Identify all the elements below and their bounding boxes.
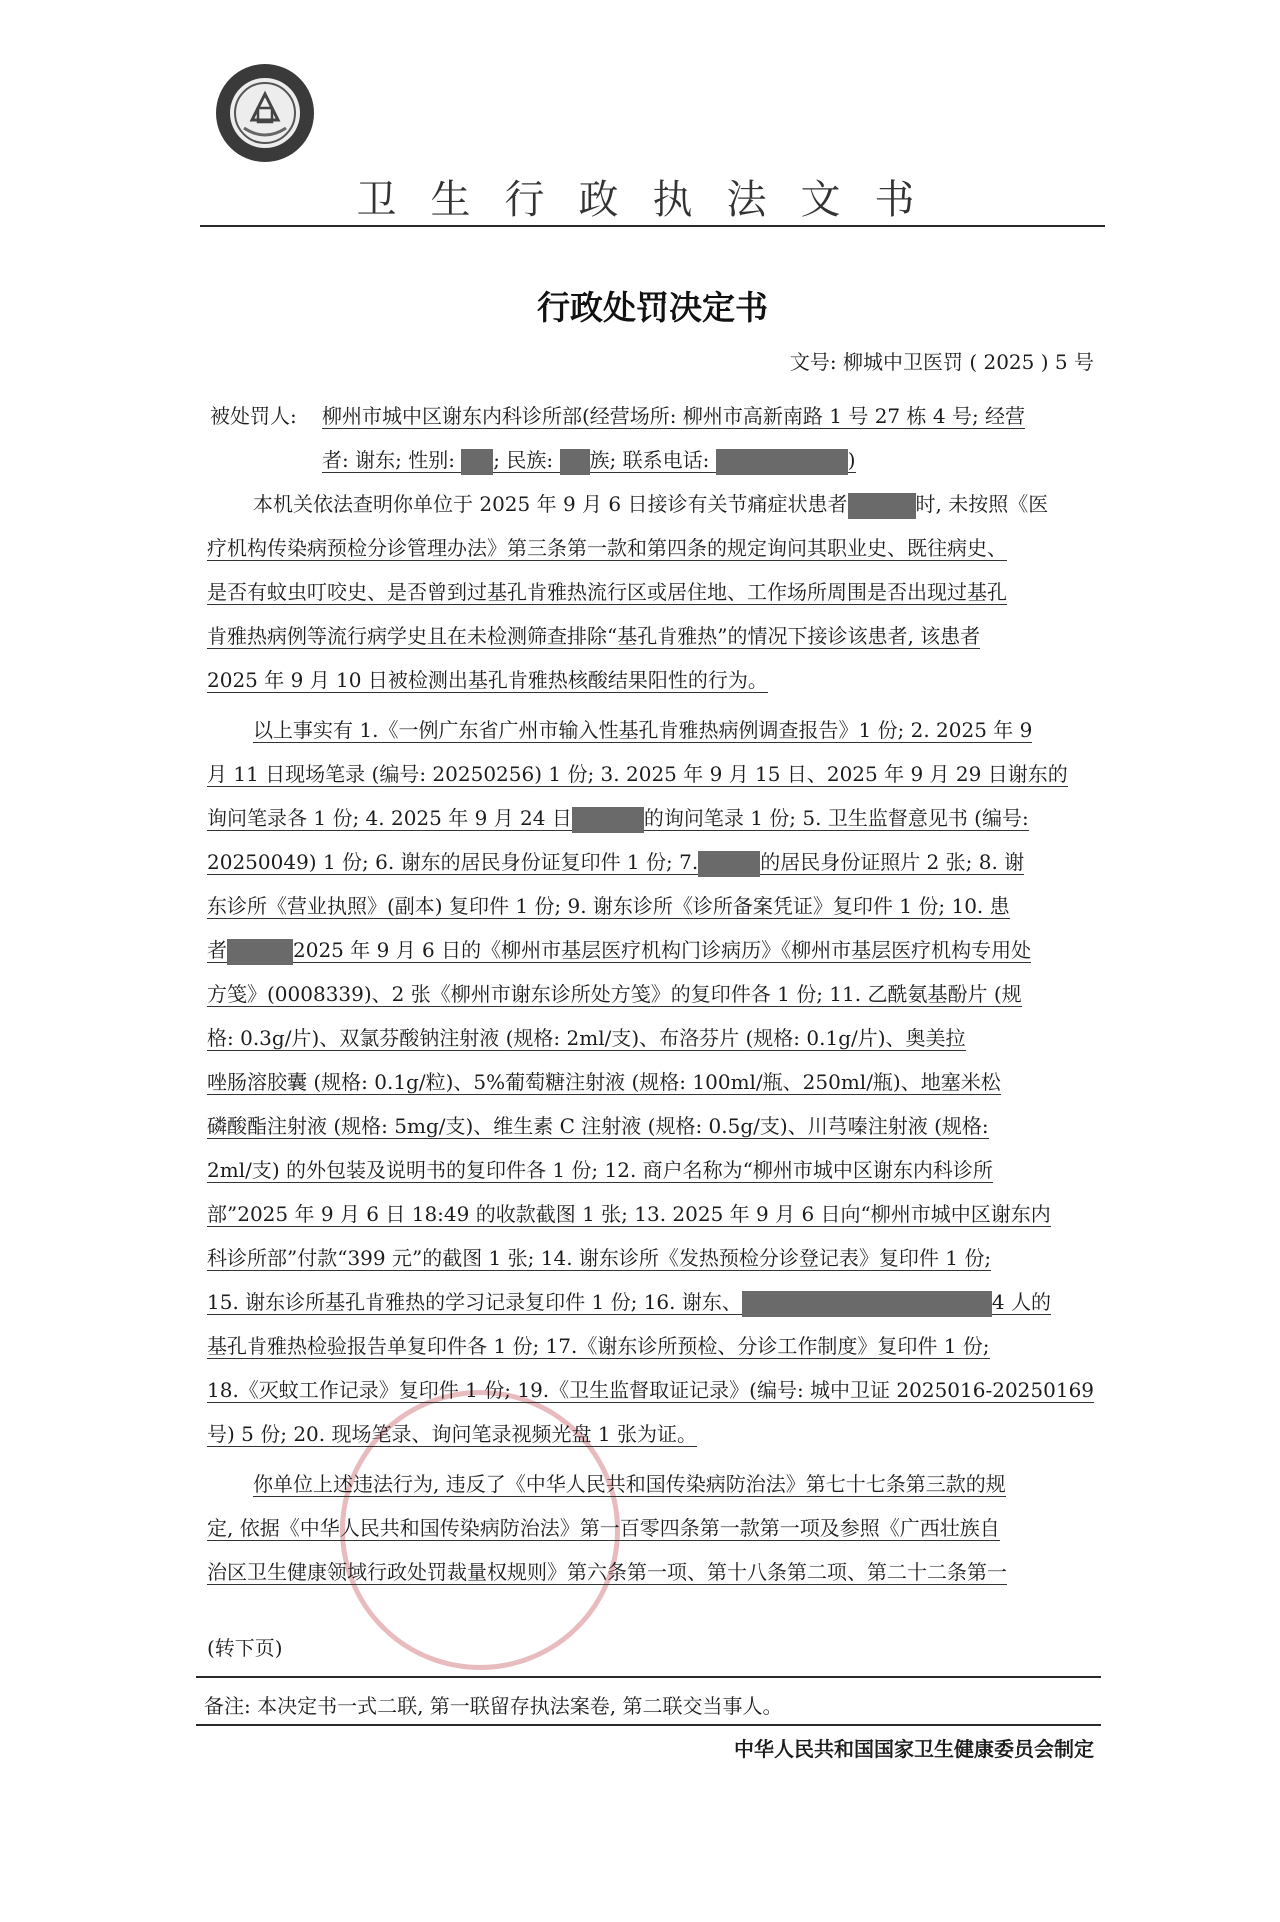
redacted-ethnicity bbox=[560, 449, 590, 475]
footer-divider-bottom bbox=[196, 1724, 1101, 1726]
party-text: ) bbox=[847, 448, 856, 472]
penalized-party-label: 被处罚人: bbox=[210, 404, 297, 428]
party-text: ; 民族: bbox=[493, 448, 560, 472]
footer-divider-top bbox=[196, 1676, 1101, 1678]
body-line: 者 2025 年 9 月 6 日的《柳州市基层医疗机构门诊病历》《柳州市基层医疗机构专用处 bbox=[207, 928, 1093, 972]
body-line: 以上事实有 1.《一例广东省广州市输入性基孔肯雅热病例调查报告》1 份; 2. 2025 年 9 bbox=[253, 718, 1033, 742]
body-line: 本机关依法查明你单位于 2025 年 9 月 6 日接诊有关节痛症状患者 时, 未按照《医 bbox=[207, 482, 1093, 526]
redacted-names bbox=[742, 1291, 992, 1317]
body-line: 肯雅热病例等流行病学史且在未检测筛查排除“基孔肯雅热”的情况下接诊该患者, 该患者 bbox=[207, 624, 981, 648]
body-line: 方笺》(0008339)、2 张《柳州市谢东诊所处方笺》的复印件各 1 份; 11. 乙酰氨基酚片 (规 bbox=[207, 982, 1022, 1006]
body-line: 科诊所部”付款“399 元”的截图 1 张; 14. 谢东诊所《发热预检分诊登记表》复印件 1 份; bbox=[207, 1246, 992, 1270]
body-line: 号) 5 份; 20. 现场笔录、询问笔录视频光盘 1 张为证。 bbox=[207, 1422, 697, 1446]
body-line: 磷酸酯注射液 (规格: 5mg/支)、维生素 C 注射液 (规格: 0.5g/支)、川芎嗪注射液 (规格: bbox=[207, 1114, 989, 1138]
body-line: 是否有蚊虫叮咬史、是否曾到过基孔肯雅热流行区或居住地、工作场所周围是否出现过基孔 bbox=[207, 580, 1007, 604]
redacted-phone bbox=[716, 449, 848, 475]
body-line: 你单位上述违法行为, 违反了《中华人民共和国传染病防治法》第七十七条第三款的规 bbox=[253, 1472, 1006, 1496]
body-line: 18.《灭蚊工作记录》复印件 1 份; 19.《卫生监督取证记录》(编号: 城中卫证 2025016-20250169 bbox=[207, 1378, 1095, 1402]
body-line: 格: 0.3g/片)、双氯芬酸钠注射液 (规格: 2ml/支)、布洛芬片 (规格: 0.1g/片)、奥美拉 bbox=[207, 1026, 966, 1050]
body-line: 定, 依据《中华人民共和国传染病防治法》第一百零四条第一款第一项及参照《广西壮族自 bbox=[207, 1516, 1000, 1540]
redacted-name bbox=[572, 807, 644, 833]
body-line: 部”2025 年 9 月 6 日 18:49 的收款截图 1 张; 13. 2025 年 9 月 6 日向“柳州市城中区谢东内 bbox=[207, 1202, 1051, 1226]
body-line: 唑肠溶胶囊 (规格: 0.1g/粒)、5%葡萄糖注射液 (规格: 100ml/瓶、250ml/瓶)、地塞米松 bbox=[207, 1070, 1001, 1094]
party-text: 柳州市城中区谢东内科诊所部(经营场所: 柳州市高新南路 1 号 27 栋 4 号; 经营 bbox=[322, 404, 1026, 428]
party-text: 族; 联系电话: bbox=[589, 448, 716, 472]
redacted-patient-name bbox=[227, 939, 293, 965]
redacted-patient-name bbox=[848, 493, 916, 519]
body-line: 20250049) 1 份; 6. 谢东的居民身份证复印件 1 份; 7. 的居民身份证照片 2 张; 8. 谢 bbox=[207, 840, 1093, 884]
remark-note: 备注: 本决定书一式二联, 第一联留存执法案卷, 第二联交当事人。 bbox=[204, 1694, 783, 1718]
document-title: 行政处罚决定书 bbox=[537, 288, 768, 327]
continued-next-page: (转下页) bbox=[207, 1636, 283, 1660]
body-line: 疗机构传染病预检分诊管理办法》第三条第一款和第四条的规定询问其职业史、既往病史、 bbox=[207, 536, 1007, 560]
health-inspection-emblem bbox=[214, 62, 316, 164]
body-line: 2ml/支) 的外包装及说明书的复印件各 1 份; 12. 商户名称为“柳州市城中区谢东内科诊所 bbox=[207, 1158, 993, 1182]
body-line: 15. 谢东诊所基孔肯雅热的学习记录复印件 1 份; 16. 谢东、 4 人的 bbox=[207, 1280, 1093, 1324]
body-line: 治区卫生健康领域行政处罚裁量权规则》第六条第一项、第十八条第二项、第二十二条第一 bbox=[207, 1560, 1007, 1584]
issuing-system-title: 卫生行政执法文书 bbox=[356, 177, 949, 223]
penalized-party-line-1 bbox=[322, 394, 1092, 438]
penalized-party-line-2 bbox=[322, 438, 1022, 482]
document-number: 文号: 柳城中卫医罚 ( 2025 ) 5 号 bbox=[789, 350, 1094, 374]
body-line: 基孔肯雅热检验报告单复印件各 1 份; 17.《谢东诊所预检、分诊工作制度》复印件 1 份; bbox=[207, 1334, 990, 1358]
body-line: 询问笔录各 1 份; 4. 2025 年 9 月 24 日 的询问笔录 1 份; 5. 卫生监督意见书 (编号: bbox=[207, 796, 1093, 840]
party-text: 者: 谢东; 性别: bbox=[322, 448, 462, 472]
body-line: 月 11 日现场笔录 (编号: 20250256) 1 份; 3. 2025 年 9 月 15 日、2025 年 9 月 29 日谢东的 bbox=[207, 762, 1068, 786]
body-line: 东诊所《营业执照》(副本) 复印件 1 份; 9. 谢东诊所《诊所备案凭证》复印件 1 份; 10. 患 bbox=[207, 894, 1010, 918]
redacted-gender bbox=[461, 449, 493, 475]
header-divider bbox=[200, 225, 1105, 227]
body-line: 2025 年 9 月 10 日被检测出基孔肯雅热核酸结果阳性的行为。 bbox=[207, 668, 768, 692]
issuer-line: 中华人民共和国国家卫生健康委员会制定 bbox=[734, 1737, 1094, 1761]
redacted-name bbox=[698, 851, 760, 877]
